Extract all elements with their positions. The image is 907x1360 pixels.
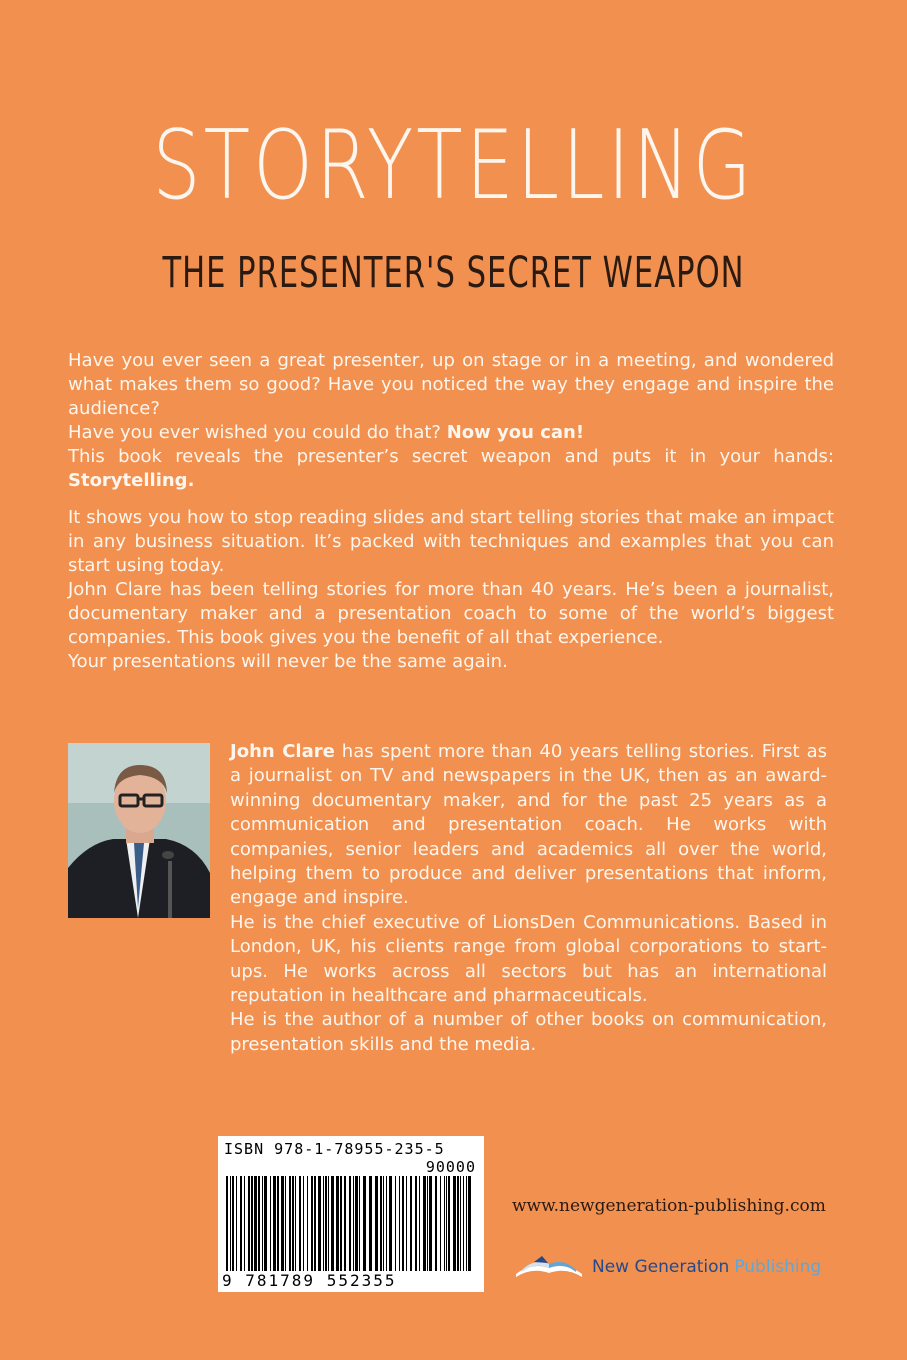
blurb-paragraph [68,445,834,493]
author-biography [230,740,827,1057]
ean-digits: 9 781789 552355 [222,1271,397,1290]
blurb-text: Have you ever wished you could do that? [68,422,447,443]
book-subtitle: THE PRESENTER'S SECRET WEAPON [162,248,745,299]
open-book-icon [514,1254,584,1280]
publisher-logo [514,1252,821,1282]
price-code: 90000 [425,1158,476,1176]
bio-paragraph: He is the author of a number of other books on communication, presentation skills and the media. [230,1009,827,1055]
blurb-paragraph: It shows you how to stop reading slides and start telling stories that make an impact in any business situation. It’s packed with techniques and examples that you can start using today. [68,507,834,576]
publisher-name-accent: Publishing [734,1257,822,1277]
publisher-website: www.newgeneration-publishing.com [512,1196,826,1216]
publisher-name: New Generation [592,1257,730,1277]
isbn-barcode [218,1136,484,1292]
blurb-emphasis: Now you can! [446,422,585,443]
blurb-paragraph [68,421,834,445]
author-name: John Clare [230,741,335,762]
bio-text: has spent more than 40 years telling stories. First as a journalist on TV and newspapers in the UK, then as an award-winning documentary maker, and for the past 25 years as a communication and presentation coach. He works with companies, senior leaders and academics all over the world, helping them to produce and deliver presentations that inform, engage and inspire. [230,741,827,909]
blurb-text: This book reveals the presenter’s secret weapon and puts it in your hands: [68,446,834,467]
bio-paragraph [230,740,827,911]
author-portrait-illustration [68,743,210,918]
bio-paragraph: He is the chief executive of LionsDen Communications. Based in London, UK, his clients range from global corporations to start-ups. He works across all sectors but has an international reputation in healthcare and pharmaceuticals. [230,911,827,1007]
blurb-paragraph: John Clare has been telling stories for more than 40 years. He’s been a journalist, documentary maker and a presentation coach to some of the world’s biggest companies. This book gives you the benefit of all that experience. [68,579,834,648]
blurb-paragraph: Your presentations will never be the same again. [68,651,508,672]
isbn-number: ISBN 978-1-78955-235-5 [224,1140,445,1158]
blurb-paragraph: Have you ever seen a great presenter, up on stage or in a meeting, and wondered what makes them so good? Have you noticed the way they engage and inspire the audience? [68,350,834,419]
author-photo [68,743,210,918]
barcode-bars [226,1176,476,1271]
blurb-emphasis: Storytelling. [68,470,195,491]
book-title: STORYTELLING [152,109,755,221]
back-cover-blurb [68,349,834,674]
